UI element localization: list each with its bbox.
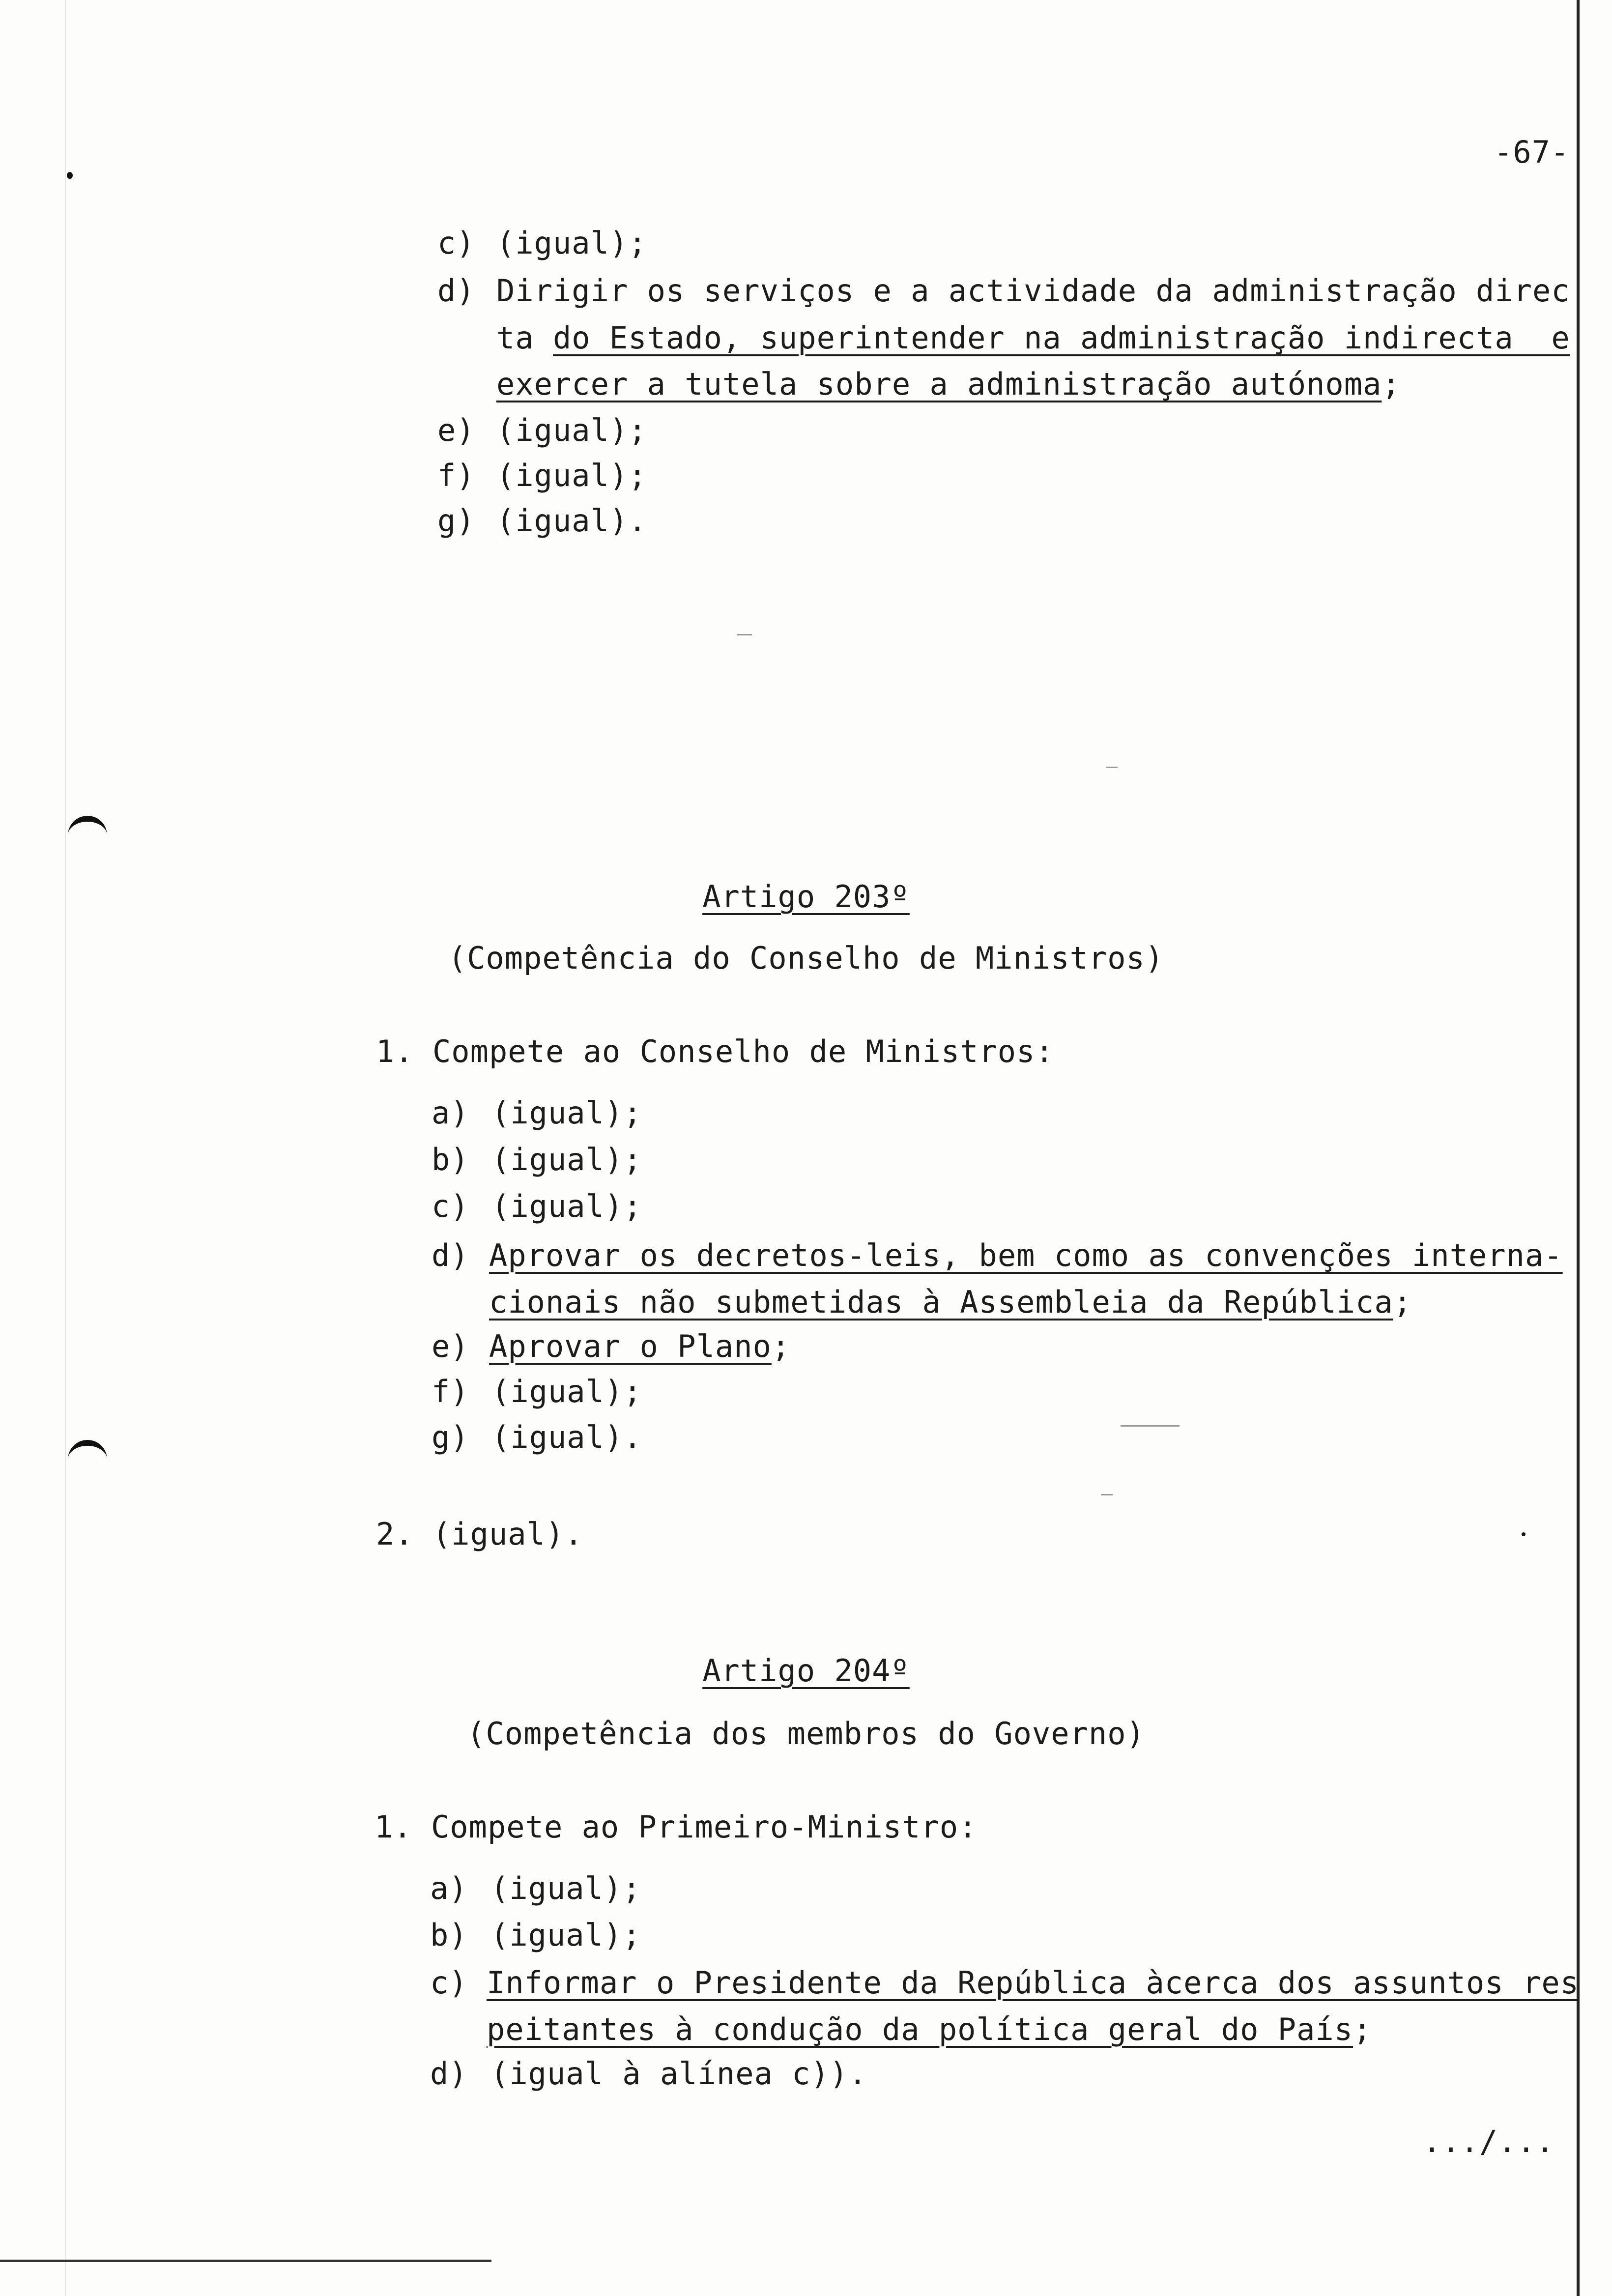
list-item-text: (igual); xyxy=(491,1095,642,1131)
list-label: d) xyxy=(437,273,475,309)
list-item-text xyxy=(496,365,1401,404)
list-item-text: Dirigir os serviços e a actividade da administração direc xyxy=(496,273,1570,309)
scan-speck xyxy=(1101,1494,1113,1495)
amended-text: exercer a tutela sobre a administração autónoma xyxy=(496,366,1382,402)
page-left-margin-line xyxy=(65,0,66,2296)
list-item-text xyxy=(496,318,1570,358)
list-item-text xyxy=(489,1327,790,1366)
list-item-text: (igual); xyxy=(491,1188,642,1224)
article-title: Artigo 204º xyxy=(702,1653,910,1689)
list-item-text: (igual); xyxy=(491,1142,642,1177)
list-label: g) xyxy=(432,1419,469,1455)
list-label: f) xyxy=(437,458,475,493)
list-item-text: (igual); xyxy=(490,1917,641,1953)
list-label: f) xyxy=(432,1374,469,1409)
list-label: d) xyxy=(430,2056,468,2092)
paragraph: 1. Compete ao Primeiro-Ministro: xyxy=(374,1809,978,1845)
paragraph: 2. (igual). xyxy=(376,1516,583,1552)
amended-text: Informar o Presidente da República àcerca dos assuntos res xyxy=(487,1965,1579,2001)
list-item-text: (igual); xyxy=(496,458,647,493)
list-label: e) xyxy=(437,412,475,448)
page-number: -67- xyxy=(1494,134,1570,170)
paragraph: 1. Compete ao Conselho de Ministros: xyxy=(376,1033,1054,1069)
scan-dot xyxy=(67,172,73,179)
text-run: ; xyxy=(1382,366,1401,402)
amended-text: Aprovar o Plano xyxy=(489,1328,772,1364)
list-item-text: (igual); xyxy=(496,412,647,448)
scan-dot xyxy=(1522,1532,1526,1536)
list-label: a) xyxy=(430,1870,468,1906)
text-run: ; xyxy=(1393,1284,1412,1320)
amended-text: peitantes à condução da política geral do País xyxy=(487,2011,1353,2047)
text-run: ; xyxy=(771,1328,791,1364)
article-subtitle: (Competência dos membros do Governo) xyxy=(467,1716,1145,1751)
text-run: ta xyxy=(496,320,553,356)
scan-speck xyxy=(1106,767,1118,768)
list-item-text: (igual); xyxy=(490,1870,641,1906)
page-bottom-edge xyxy=(0,2260,491,2262)
continuation-marker: .../... xyxy=(1423,2124,1555,2159)
list-item-text: (igual). xyxy=(496,503,647,539)
list-item-text: (igual); xyxy=(491,1374,642,1409)
list-label: b) xyxy=(432,1142,469,1177)
list-item-text: (igual). xyxy=(491,1419,642,1455)
list-label: g) xyxy=(437,503,475,539)
list-item-text: (igual); xyxy=(496,225,647,261)
amended-text: cionais não submetidas à Assembleia da República xyxy=(489,1284,1393,1320)
article-title: Artigo 203º xyxy=(702,879,910,915)
list-label: a) xyxy=(432,1095,469,1131)
punch-hole-mark xyxy=(68,816,107,841)
list-item-text xyxy=(489,1283,1412,1322)
amended-text: do Estado, superintender na administração indirecta e xyxy=(552,320,1570,356)
page-right-edge xyxy=(1577,0,1580,2296)
amended-text: Aprovar os decretos-leis, bem como as convenções interna- xyxy=(489,1237,1563,1273)
article-subtitle: (Competência do Conselho de Ministros) xyxy=(448,940,1164,976)
text-run: ; xyxy=(1353,2011,1372,2047)
list-label: d) xyxy=(432,1237,469,1273)
scan-speck xyxy=(1121,1425,1180,1427)
list-label: e) xyxy=(432,1328,469,1364)
list-label: c) xyxy=(430,1965,468,2001)
punch-hole-mark xyxy=(68,1440,107,1465)
list-label: c) xyxy=(437,225,475,261)
scan-speck xyxy=(737,634,752,635)
list-label: b) xyxy=(430,1917,468,1953)
list-label: c) xyxy=(432,1188,469,1224)
list-item-text xyxy=(487,2010,1372,2049)
list-item-text: (igual à alínea c)). xyxy=(490,2056,867,2092)
